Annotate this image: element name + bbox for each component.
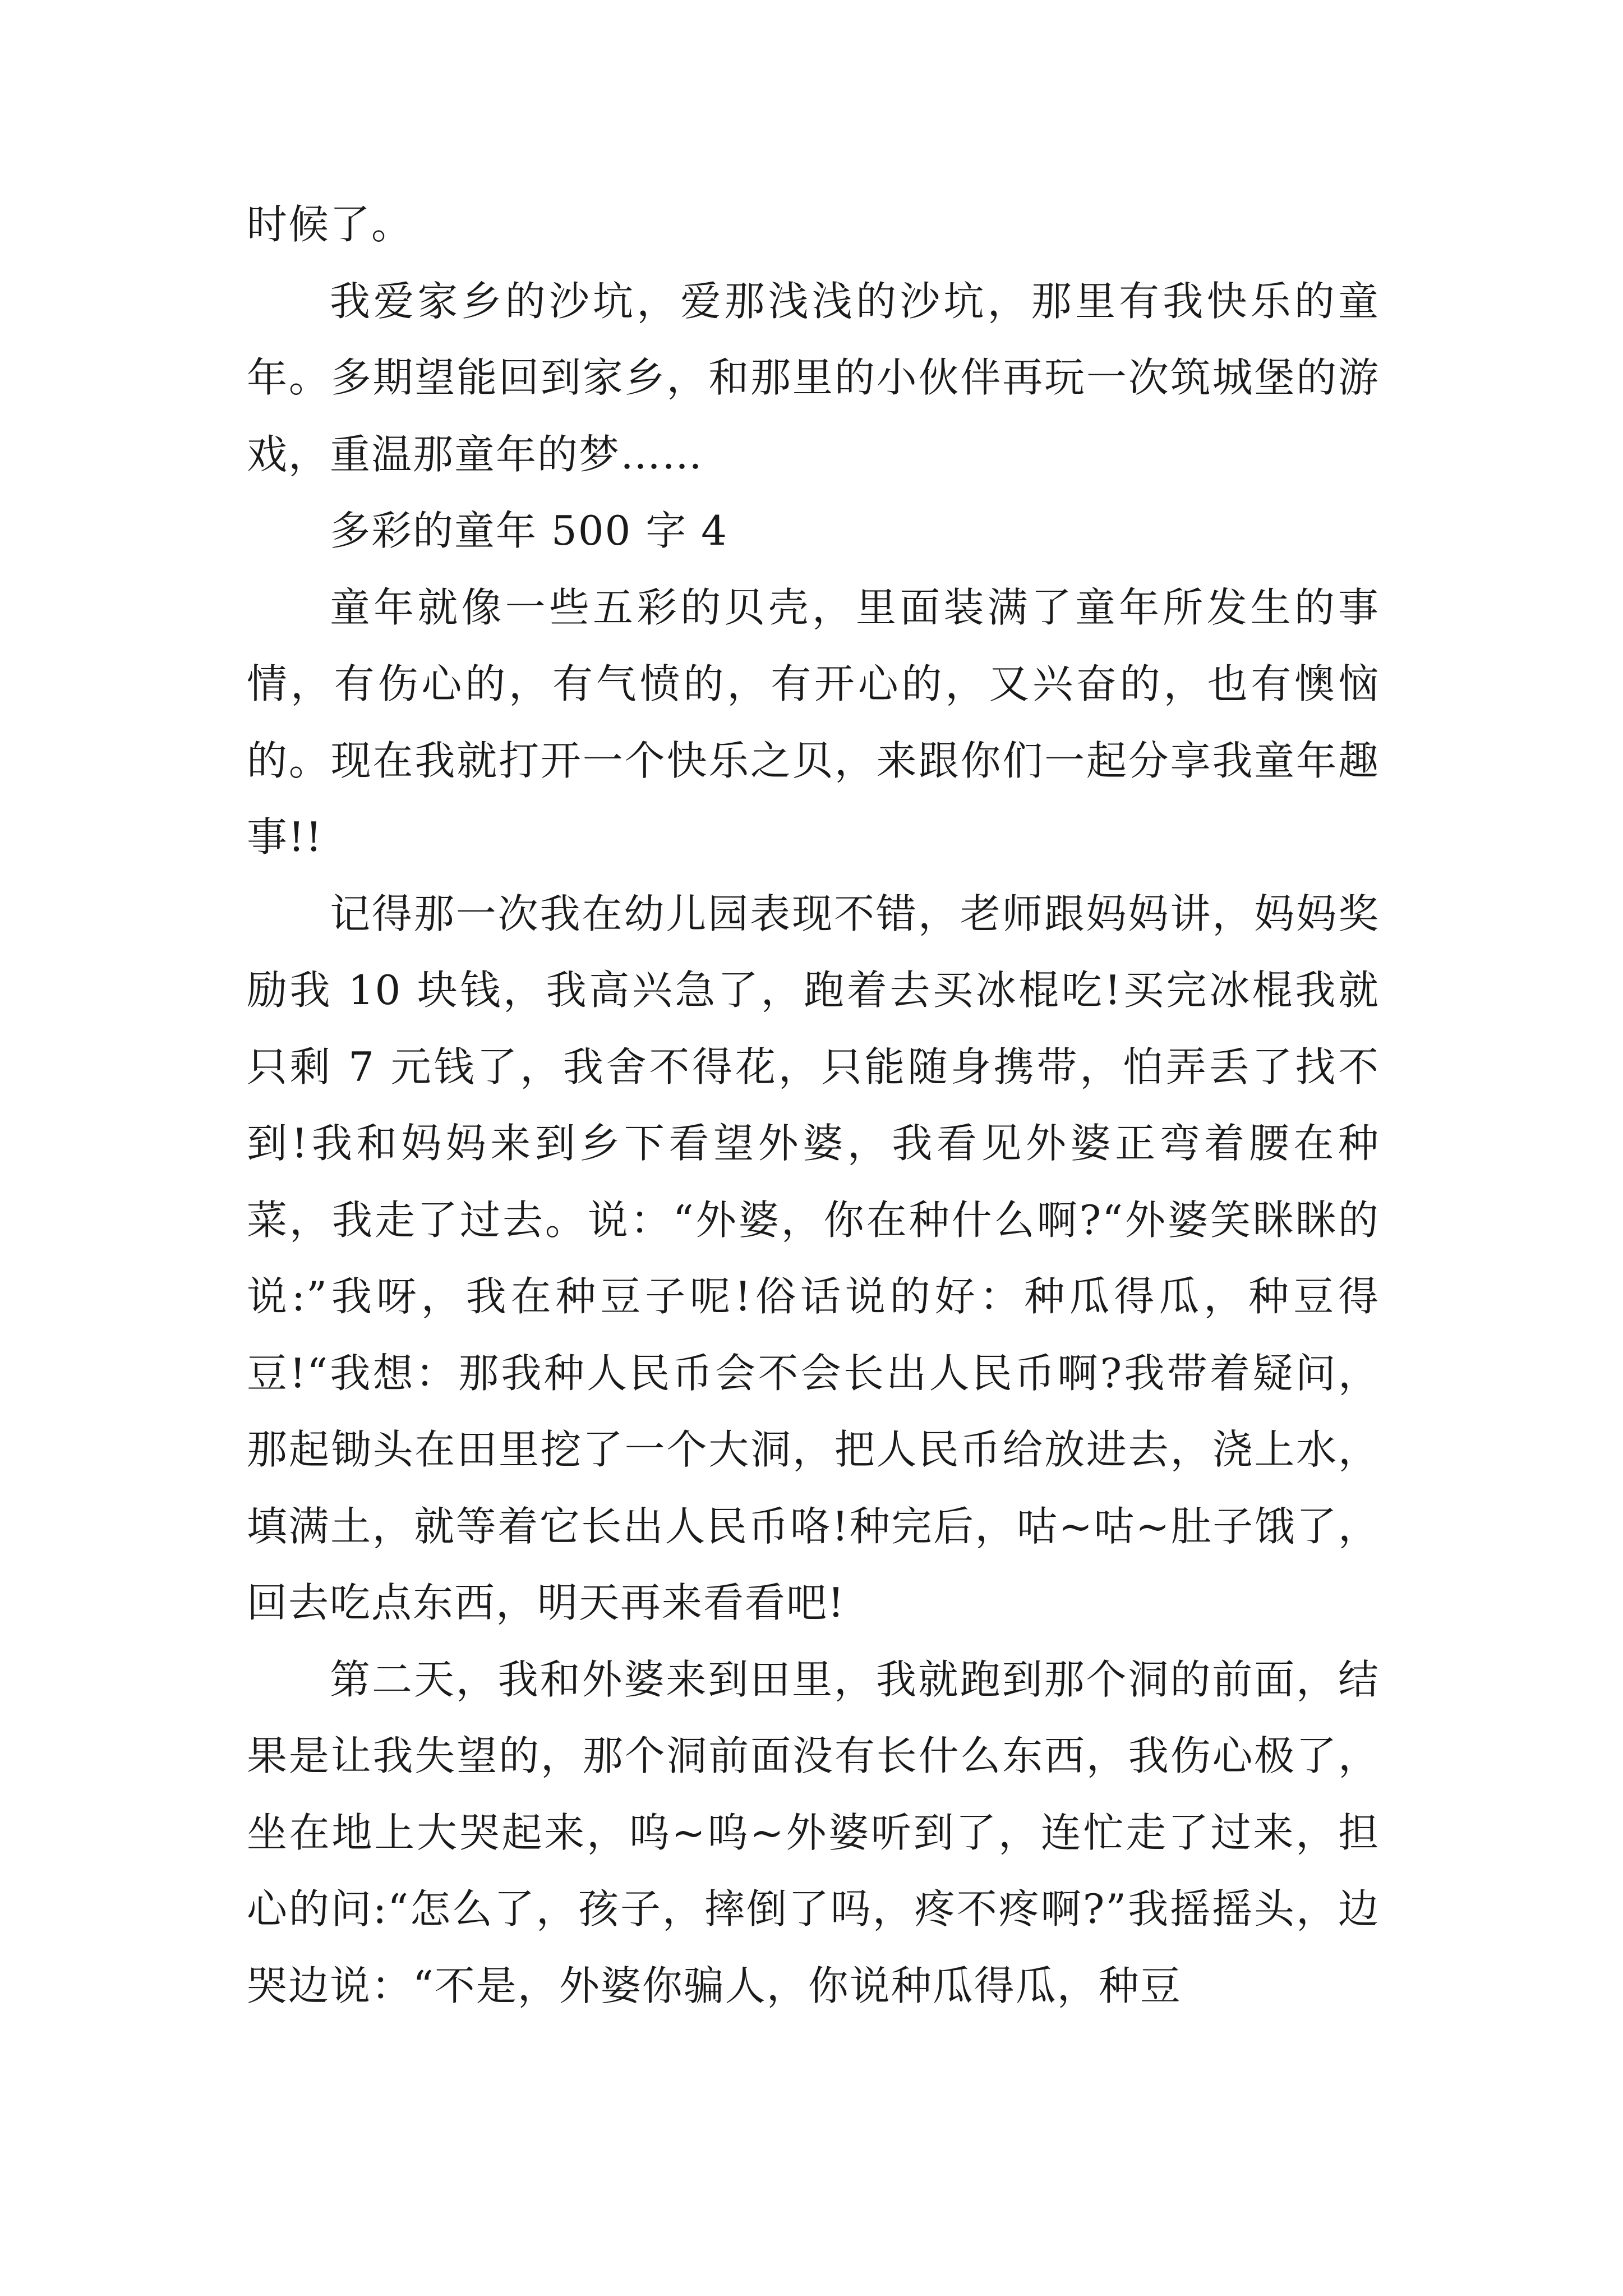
section-title: 多彩的童年 500 字 4	[330, 507, 728, 554]
paragraph-childhood-shells: 童年就像一些五彩的贝壳，里面装满了童年所发生的事情，有伤心的，有气愤的，有开心的，又兴奋的，也有懊恼的。现在我就打开一个快乐之贝，来跟你们一起分享我童年趣事!!	[247, 583, 1380, 861]
paragraph-continuation: 时候了。	[247, 201, 413, 248]
paragraph-planting-money: 记得那一次我在幼儿园表现不错，老师跟妈妈讲，妈妈奖励我 10 块钱，我高兴急了，跑着去买冰棍吃!买完冰棍我就只剩 7 元钱了，我舍不得花，只能随身携带，怕弄丢了找不到!我和妈妈来到乡下看望外婆，我看见外婆正弯着腰在种菜，我走了过去。说：“外婆，你在种什么啊?“外婆笑眯眯的说:”我呀，我在种豆子呢!俗话说的好：种瓜得瓜，种豆得豆!“我想：那我种人民币会不会长出人民币啊?我带着疑问，那起锄头在田里挖了一个大洞，把人民币给放进去，浇上水，填满土，就等着它长出人民币咯!种完后，咕~咕~肚子饿了，回去吃点东西，明天再来看看吧!	[247, 890, 1380, 1626]
paragraph-next-day: 第二天，我和外婆来到田里，我就跑到那个洞的前面，结果是让我失望的，那个洞前面没有长什么东西，我伤心极了，坐在地上大哭起来，呜~呜~外婆听到了，连忙走了过来，担心的问:“怎么了，孩子，摔倒了吗，疼不疼啊?”我摇摇头，边哭边说：“不是，外婆你骗人，你说种瓜得瓜，种豆	[247, 1655, 1380, 2009]
paragraph-hometown-sandpit: 我爱家乡的沙坑，爱那浅浅的沙坑，那里有我快乐的童年。多期望能回到家乡，和那里的小伙伴再玩一次筑城堡的游戏，重温那童年的梦……	[247, 277, 1380, 478]
document-body	[247, 186, 1380, 2024]
